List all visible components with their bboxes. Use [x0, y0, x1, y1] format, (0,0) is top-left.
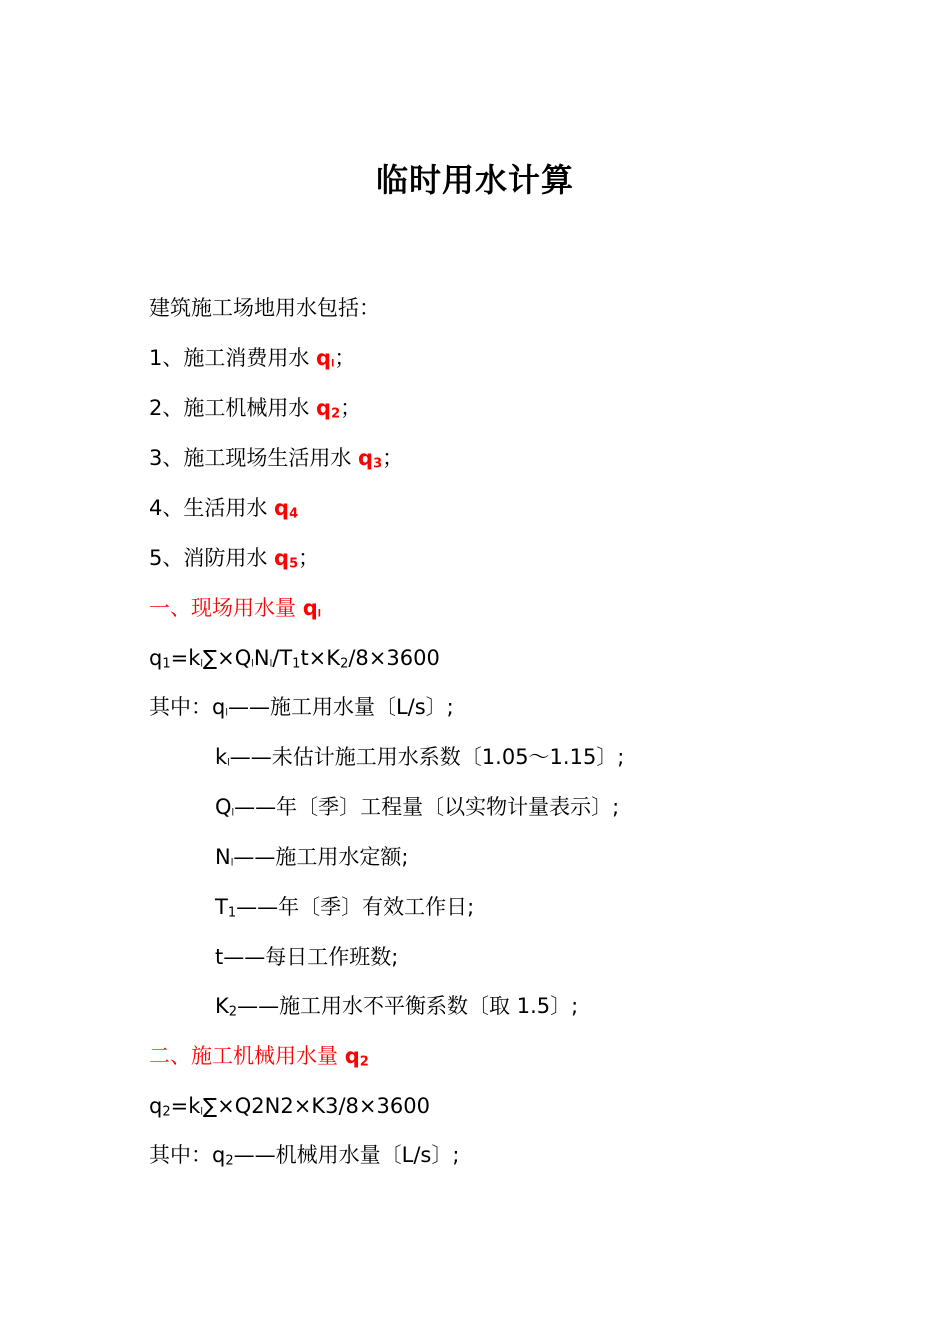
definition-row: 其中：$q_2——$机械用水量〔L/s〕; [149, 1143, 460, 1169]
list-item-suffix: ； [298, 546, 320, 570]
variable-symbol: $q_5$ [274, 546, 299, 572]
list-item [149, 543, 319, 573]
definition-row: 其中：ql——施工用水量〔L/s〕; [149, 695, 454, 719]
formula: $q_1=kl\sum\times QlNl/T_1t\times K_2/8\times 3600$ [149, 646, 440, 672]
list-item-suffix: ； [340, 396, 362, 420]
definition-row: $T_1——$年〔季〕有效工作日; [215, 895, 475, 921]
list-item-label: 2、施工机械用水 [149, 396, 317, 420]
where-label: 其中： [149, 695, 212, 719]
list-item-suffix: ； [382, 446, 404, 470]
section-heading [149, 593, 321, 623]
variable-symbol: $q_2$ [344, 1044, 369, 1070]
list-item [149, 343, 355, 373]
definition-row: kl——未估计施工用水系数〔1.05～1.15〕; [215, 745, 625, 769]
definition-row: Nl——施工用水定额; [215, 845, 409, 869]
definition-row: t——每日工作班数; [215, 945, 399, 969]
variable-symbol: $q_2$ [316, 396, 341, 422]
list-item-label: 5、消防用水 [149, 546, 275, 570]
definition-row: $K_2——$施工用水不平衡系数〔取 1.5〕; [215, 994, 579, 1020]
list-item-label: 4、生活用水 [149, 496, 275, 520]
formula: $q_2=kl\sum\times Q2N2\times K3/8\times 3600$ [149, 1094, 430, 1120]
list-item-suffix: ； [334, 346, 356, 370]
variable-symbol: ql [302, 596, 321, 620]
definition-row: Ql——年〔季〕工程量〔以实物计量表示〕; [215, 795, 620, 819]
section-heading-text: 一、现场用水量 [149, 596, 303, 620]
variable-symbol: $q_4$ [274, 496, 299, 522]
list-item [149, 493, 298, 523]
list-item-label: 1、施工消费用水 [149, 346, 317, 370]
page-title: 临时用水计算 [375, 161, 574, 199]
list-item [149, 443, 403, 473]
intro-text: 建筑施工场地用水包括： [149, 296, 380, 320]
section-heading [149, 1041, 369, 1071]
list-item-label: 3、施工现场生活用水 [149, 446, 359, 470]
where-label: 其中： [149, 1143, 212, 1167]
section-heading-text: 二、施工机械用水量 [149, 1044, 345, 1068]
variable-symbol: $q_3$ [358, 446, 383, 472]
list-item [149, 393, 361, 423]
variable-symbol: ql [316, 346, 335, 370]
